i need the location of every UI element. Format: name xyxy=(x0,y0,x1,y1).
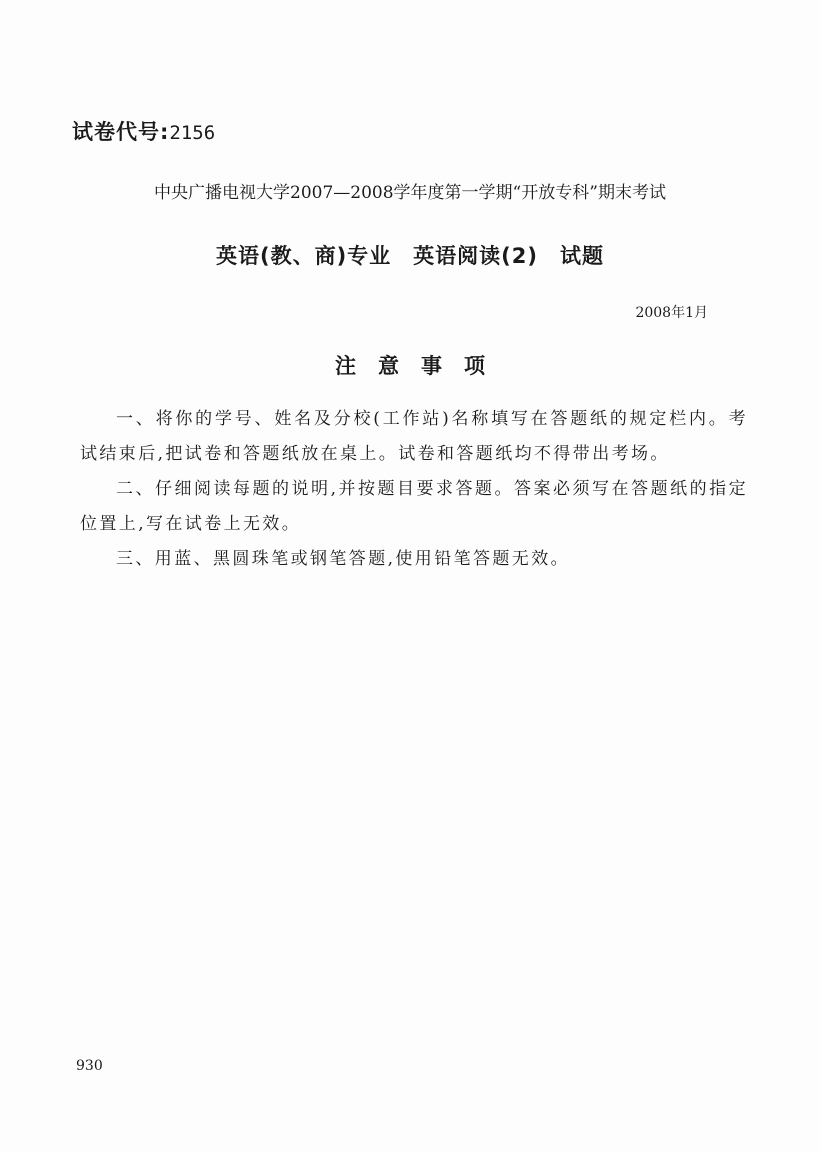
exam-date: 2008年1月 xyxy=(635,305,708,321)
paper-code-label: 试卷代号: xyxy=(72,120,170,144)
notice-heading: 注意事项 xyxy=(335,354,507,378)
notice-item: 三、用蓝、黑圆珠笔或钢笔答题,使用铅笔答题无效。 xyxy=(116,549,571,569)
paper-code xyxy=(72,116,215,146)
page-number: 930 xyxy=(76,1058,103,1074)
notice-list xyxy=(80,402,748,577)
notice-item: 一、将你的学号、姓名及分校(工作站)名称填写在答题纸的规定栏内。考试结束后,把试卷和答题纸放在桌上。试卷和答题纸均不得带出考场。 xyxy=(80,409,748,464)
exam-title: 英语(教、商)专业 英语阅读(2) 试题 xyxy=(215,244,604,268)
institution-line: 中央广播电视大学2007—2008学年度第一学期“开放专科”期末考试 xyxy=(154,183,666,203)
notice-item: 二、仔细阅读每题的说明,并按题目要求答题。答案必须写在答题纸的指定位置上,写在试卷上无效。 xyxy=(80,479,748,534)
paper-code-value: 2156 xyxy=(169,122,216,144)
